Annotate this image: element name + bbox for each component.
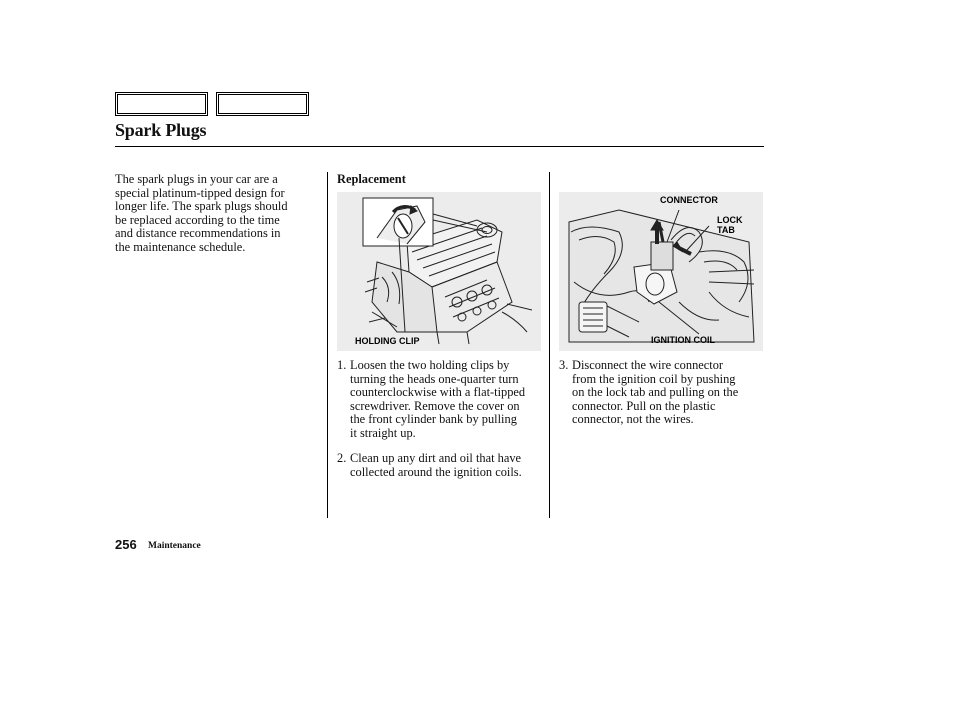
intro-line: be replaced according to the time <box>115 212 280 227</box>
page-title: Spark Plugs <box>115 120 207 140</box>
lock-label: LOCK <box>717 215 743 225</box>
step-line: collected around the ignition coils. <box>350 464 522 479</box>
holding-clip-illustration <box>337 192 541 351</box>
step-line: Loosen the two holding clips by <box>350 358 510 372</box>
step-line: Disconnect the wire connector <box>572 358 724 372</box>
intro-line: and distance recommendations in <box>115 226 281 240</box>
tab-label: TAB <box>717 225 735 235</box>
replacement-heading: Replacement <box>337 172 406 186</box>
ignition-coil-illustration <box>559 192 763 351</box>
step-number: 3. <box>559 358 569 372</box>
step-line: Clean up any dirt and oil that have <box>350 451 522 465</box>
ignition-coil-label: IGNITION COIL <box>651 335 715 345</box>
connector-label: CONNECTOR <box>660 195 718 205</box>
step-line: connector, not the wires. <box>572 412 694 426</box>
intro-paragraph <box>115 173 320 254</box>
step-line: from the ignition coil by pushing <box>572 371 736 386</box>
holding-clip-label: HOLDING CLIP <box>355 336 420 346</box>
header-tab-box-right <box>216 92 309 116</box>
step-text <box>350 452 522 479</box>
section-name: Maintenance <box>148 541 201 551</box>
step-line: the front cylinder bank by pulling <box>350 412 517 426</box>
step-line: connector. Pull on the plastic <box>572 398 716 413</box>
engine-cover-drawing <box>337 192 541 351</box>
column-divider-1 <box>327 172 328 518</box>
step-number: 2. <box>337 451 347 465</box>
page-number: 256 <box>115 537 137 552</box>
title-rule <box>115 146 764 147</box>
intro-line: special platinum-tipped design for <box>115 185 285 200</box>
step-line: screwdriver. Remove the cover on <box>350 398 520 413</box>
intro-line: The spark plugs in your car are a <box>115 172 278 186</box>
step-number: 1. <box>337 358 347 372</box>
intro-line: longer life. The spark plugs should <box>115 199 288 213</box>
intro-line: the maintenance schedule. <box>115 239 246 254</box>
step-text <box>350 359 525 440</box>
column-divider-2 <box>549 172 550 518</box>
header-tab-box-left <box>115 92 208 116</box>
step-text <box>572 359 738 427</box>
step-line: on the lock tab and pulling on the <box>572 385 739 399</box>
step-line: counterclockwise with a flat-tipped <box>350 385 526 399</box>
step-line: it straight up. <box>350 425 416 440</box>
step-line: turning the heads one-quarter turn <box>350 371 519 386</box>
